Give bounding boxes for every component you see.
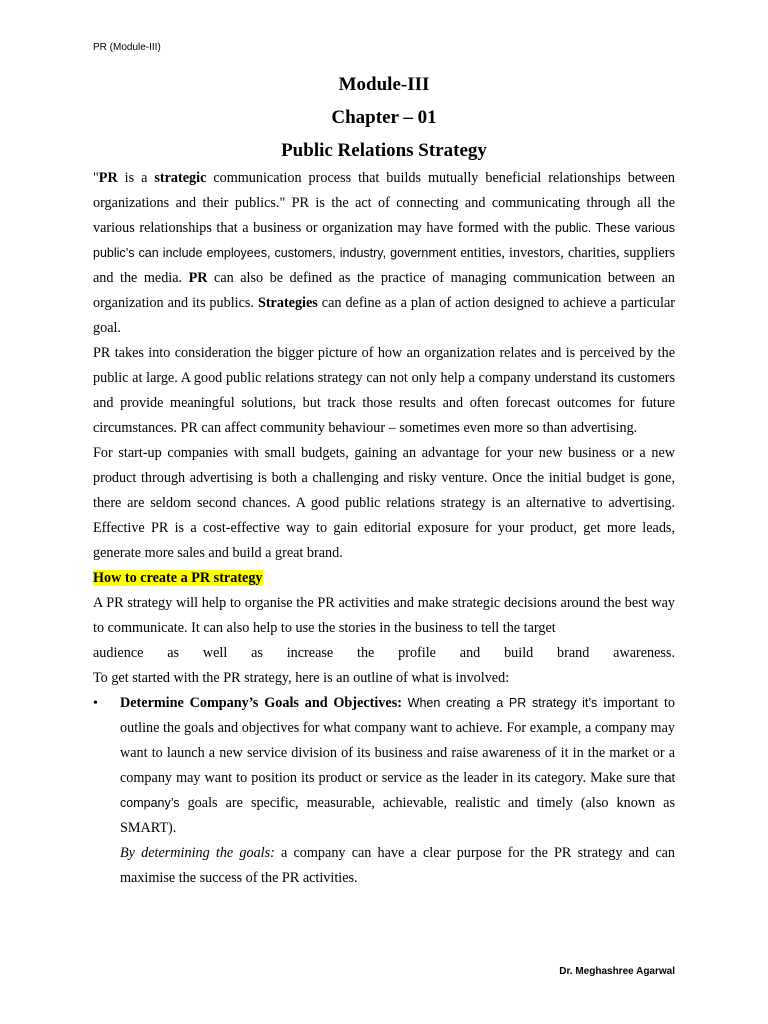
sans-text-run: that company’s xyxy=(120,771,675,810)
document-body xyxy=(93,166,675,891)
bold-term-strategic: strategic xyxy=(154,170,207,186)
text-run: entities, investors, charities, suppliers and the media. xyxy=(93,245,675,286)
bullet-dot-icon: • xyxy=(93,696,98,711)
chapter-title: Chapter – 01 xyxy=(331,107,437,128)
paragraph-startups: For start-up companies with small budgets, gaining an advantage for your new business or a new product through advertising is both a challenging and risky venture. Once the initial budget is gone, there are seldom second chances. A good public relations strategy is an alternative to advertising. Effective PR is a cost-effective way to gain editorial exposure for your product, get more leads, generate more sales and build a great brand. xyxy=(93,445,675,561)
text-run: important to outline the goals and objectives for what company want to achieve. For example, a company may want to launch a new service division of its business and raise awareness of it in the market or a company may want to position its product or service as the leader in its category. Make sure xyxy=(120,695,676,786)
bullet-paragraph xyxy=(120,691,675,841)
text-run: is a xyxy=(117,170,155,186)
section-heading xyxy=(93,566,675,591)
footer-author: Dr. Meghashree Agarwal xyxy=(559,966,675,977)
text-run: can also be defined as the practice of managing communication between an organization and its publics. xyxy=(93,270,675,311)
bullet-subparagraph xyxy=(120,841,675,891)
text-run: can define as a plan of action designed to achieve a particular goal. xyxy=(93,295,675,336)
text-run: A PR strategy will help to organise the PR activities and make strategic decisions around the best way to communicate. It can also help to use the stories in the business to tell the target xyxy=(93,595,675,636)
title-block xyxy=(0,68,768,167)
bold-term-pr: PR xyxy=(98,170,118,186)
highlighted-heading-text: How to create a PR strategy xyxy=(93,570,263,586)
sans-text-run: public. These various public’s can include employees, customers, industry, government xyxy=(93,221,675,260)
page-title: Public Relations Strategy xyxy=(281,140,487,161)
paragraph-pr-strategy xyxy=(93,591,675,641)
paragraph-pr-strategy-last-line: audience as well as increase the profile and build brand awareness. xyxy=(93,645,675,661)
module-title: Module-III xyxy=(338,74,430,95)
text-run: communication process that builds mutually beneficial relationships between organizations and their publics." PR is the act of connecting and communicating through all the various relationships that a business or organization may have formed with the xyxy=(93,170,675,236)
bold-term-strategies: Strategies xyxy=(257,295,318,311)
paragraph-definition xyxy=(93,166,675,341)
text-run: goals are specific, measurable, achievable, realistic and timely (also known as SMART). xyxy=(120,795,675,836)
bullet-item-goals xyxy=(93,691,675,891)
text-run: " xyxy=(93,170,99,186)
paragraph-outline-intro: To get started with the PR strategy, here is an outline of what is involved: xyxy=(93,670,510,686)
paragraph-bigger-picture: PR takes into consideration the bigger picture of how an organization relates and is perceived by the public at large. A good public relations strategy can not only help a company understand its customers and provide meaningful solutions, but track those results and often forecast outcomes for future circumstances. PR can affect community behaviour – sometimes even more so than advertising. xyxy=(93,345,675,436)
bullet-heading: Determine Company’s Goals and Objectives: xyxy=(120,695,402,711)
text-run: a company can have a clear purpose for the PR strategy and can maximise the success of the PR activities. xyxy=(120,845,676,886)
running-head: PR (Module-III) xyxy=(93,42,161,53)
bold-term-pr: PR xyxy=(188,270,208,286)
italic-lead: By determining the goals: xyxy=(120,845,275,861)
sans-text-run: When creating a PR strategy it’s xyxy=(401,696,598,710)
